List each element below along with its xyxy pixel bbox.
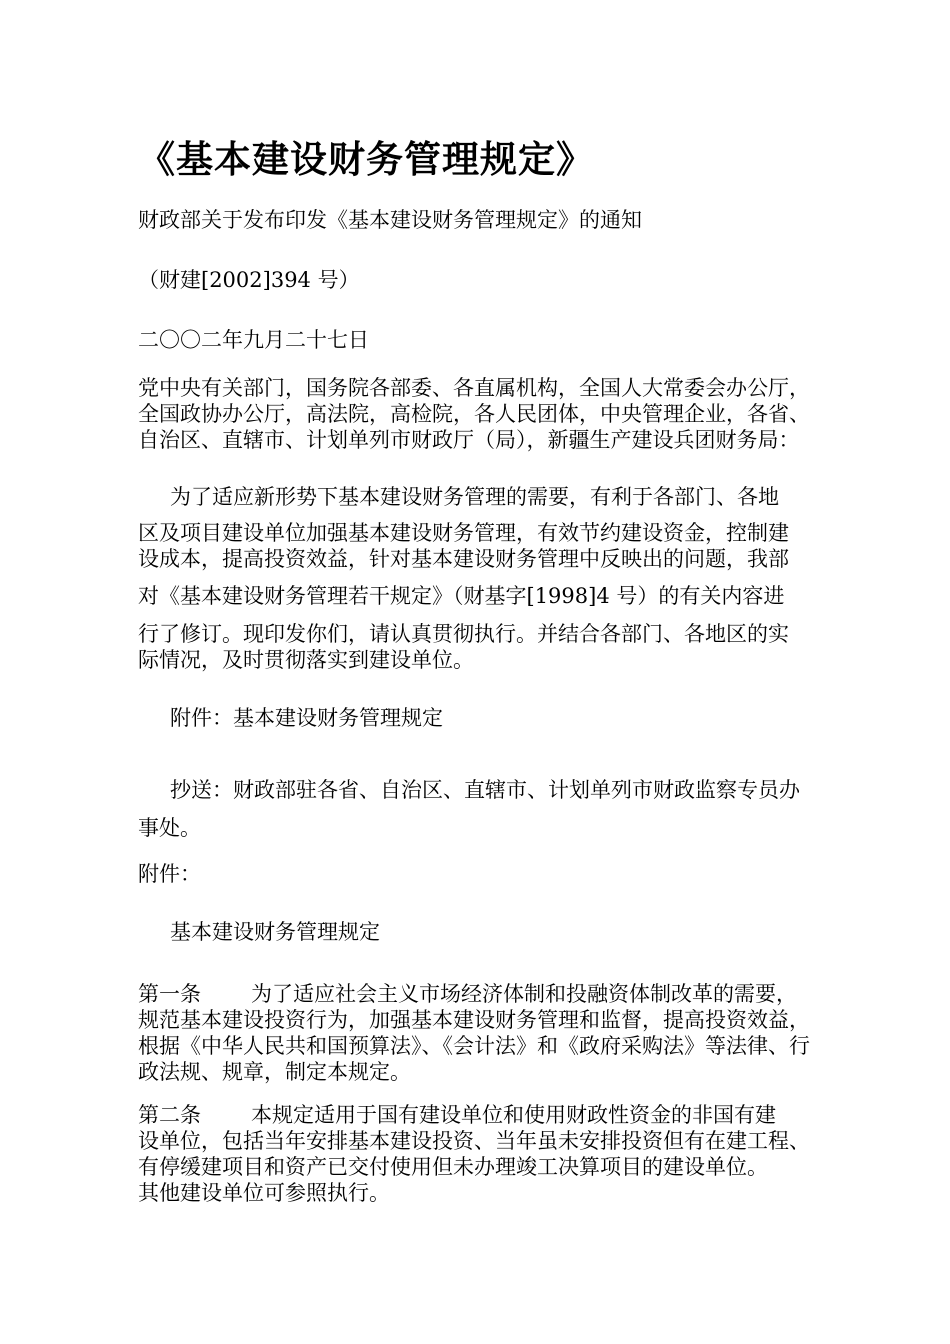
addressee-line: 党中央有关部门，国务院各部委、各直属机构，全国人大常委会办公厅， xyxy=(138,376,810,400)
article-first-line xyxy=(138,1102,776,1128)
attachment-note: 附件：基本建设财务管理规定 xyxy=(170,706,443,730)
paragraph-line: 行了修订。现印发你们，请认真贯彻执行。并结合各部门、各地区的实 xyxy=(138,622,789,646)
attachment-label: 附件： xyxy=(138,862,201,886)
article-label: 第二条 xyxy=(138,1103,201,1127)
regulation-title: 基本建设财务管理规定 xyxy=(170,920,380,944)
paragraph-line: 际情况，及时贯彻落实到建设单位。 xyxy=(138,648,474,672)
document-number: （财建[2002]394 号） xyxy=(138,268,360,292)
article-line: 根据《中华人民共和国预算法》、《会计法》和《政府采购法》等法律、行 xyxy=(138,1034,810,1058)
paragraph-line: 对《基本建设财务管理若干规定》（财基字[1998]4 号）的有关内容进 xyxy=(138,584,785,608)
paragraph-line: 为了适应新形势下基本建设财务管理的需要，有利于各部门、各地 xyxy=(170,485,779,509)
article-line: 设单位，包括当年安排基本建设投资、当年虽未安排投资但有在建工程、 xyxy=(138,1129,810,1153)
cc-line: 抄送：财政部驻各省、自治区、直辖市、计划单列市财政监察专员办 xyxy=(170,778,800,802)
paragraph-line: 区及项目建设单位加强基本建设财务管理，有效节约建设资金，控制建 xyxy=(138,521,789,545)
paragraph-line: 设成本，提高投资效益，针对基本建设财务管理中反映出的问题，我部 xyxy=(138,547,789,571)
notice-title: 财政部关于发布印发《基本建设财务管理规定》的通知 xyxy=(138,208,642,232)
article-line: 规范基本建设投资行为，加强基本建设财务管理和监督，提高投资效益， xyxy=(138,1008,810,1032)
article-text: 为了适应社会主义市场经济体制和投融资体制改革的需要， xyxy=(251,982,797,1006)
document-title: 《基本建设财务管理规定》 xyxy=(138,137,594,181)
cc-line: 事处。 xyxy=(138,816,201,840)
article-line: 其他建设单位可参照执行。 xyxy=(138,1181,390,1205)
article-line: 有停缓建项目和资产已交付使用但未办理竣工决算项目的建设单位。 xyxy=(138,1155,768,1179)
addressee-line: 全国政协办公厅，高法院，高检院，各人民团体，中央管理企业，各省、 xyxy=(138,402,810,426)
article-text: 本规定适用于国有建设单位和使用财政性资金的非国有建 xyxy=(251,1103,776,1127)
article-first-line xyxy=(138,981,797,1007)
addressee-line: 自治区、直辖市、计划单列市财政厅（局），新疆生产建设兵团财务局： xyxy=(138,428,800,452)
article-line: 政法规、规章，制定本规定。 xyxy=(138,1060,411,1084)
issue-date: 二〇〇二年九月二十七日 xyxy=(138,328,369,352)
article-label: 第一条 xyxy=(138,982,201,1006)
